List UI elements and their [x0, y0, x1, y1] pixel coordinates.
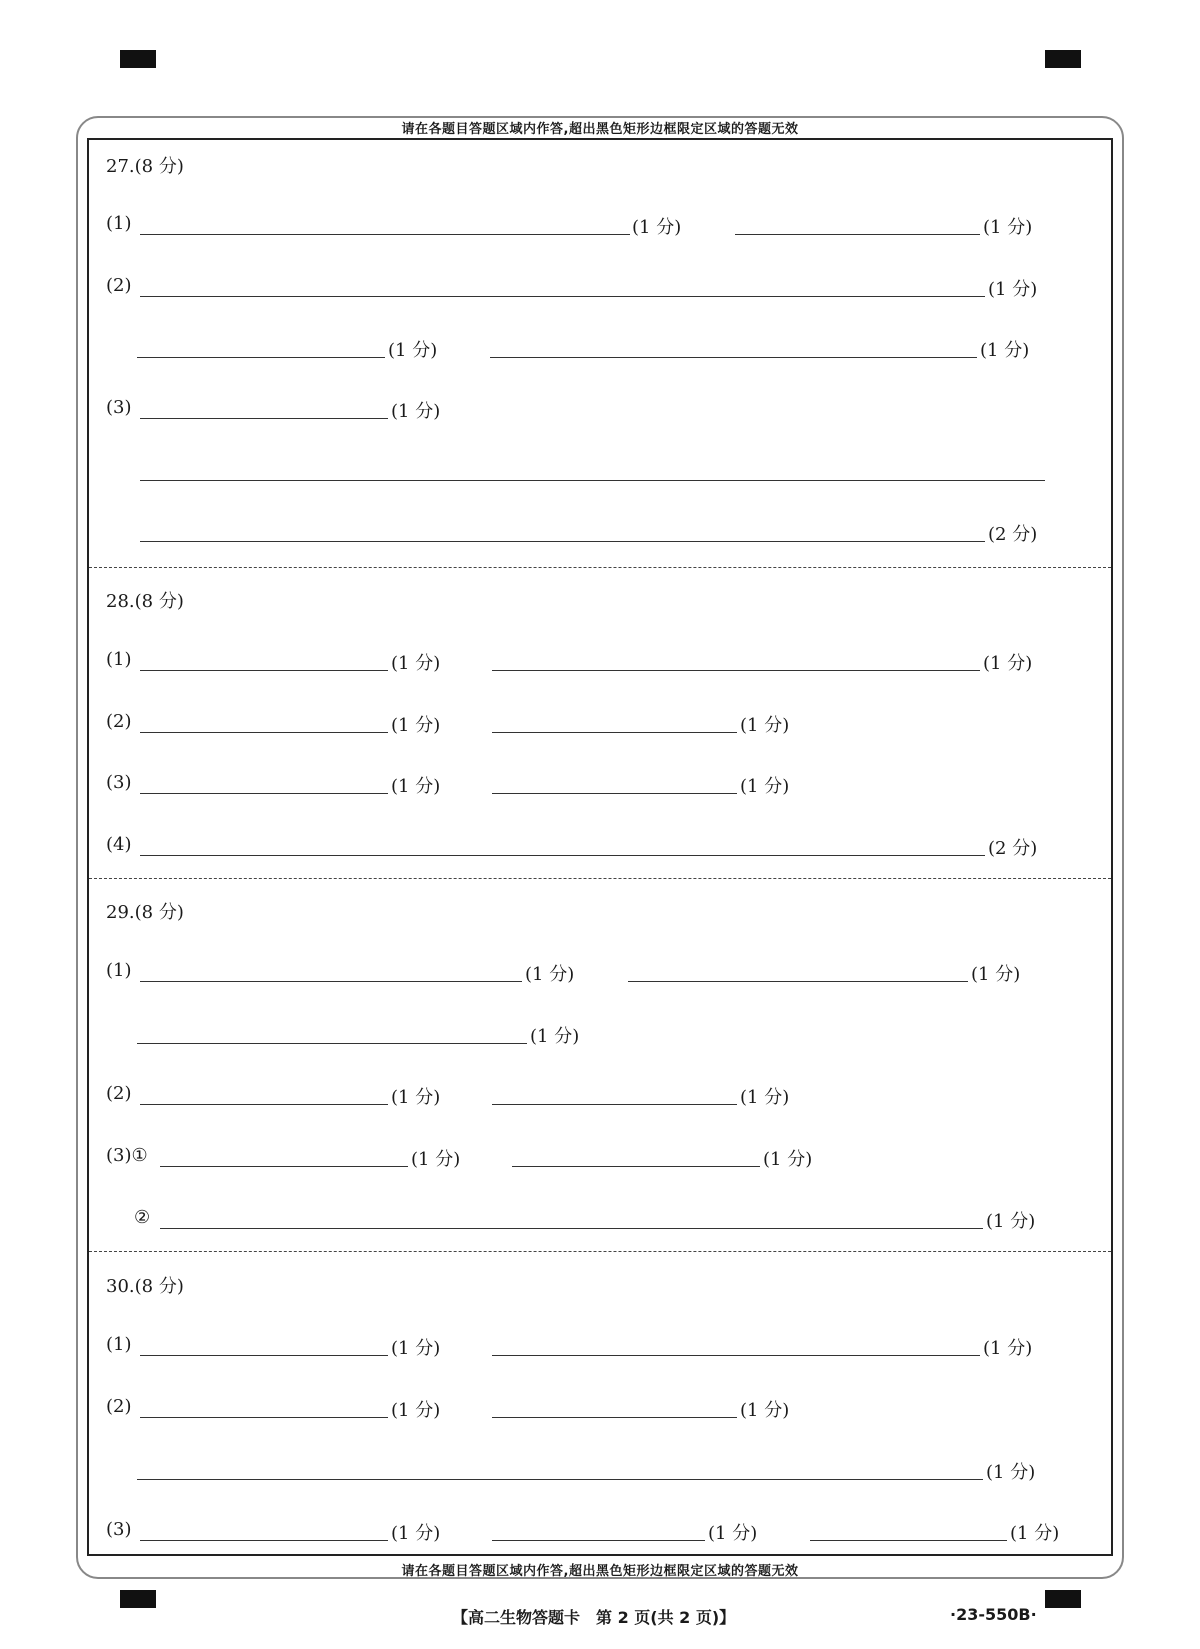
registration-mark-bottom-right — [1045, 1590, 1081, 1608]
score-label: (1 分) — [388, 340, 438, 361]
answer-line[interactable] — [492, 732, 737, 733]
divider — [89, 878, 1111, 879]
answer-line[interactable] — [140, 670, 388, 671]
part-label: (2) — [106, 1396, 132, 1417]
question-28-title: 28.(8 分) — [106, 591, 184, 612]
answer-line[interactable] — [140, 1417, 388, 1418]
answer-line[interactable] — [628, 981, 968, 982]
score-label: (1 分) — [391, 1523, 441, 1544]
answer-line[interactable] — [140, 480, 1045, 481]
score-label: (1 分) — [391, 653, 441, 674]
answer-line[interactable] — [140, 1355, 388, 1356]
answer-line[interactable] — [140, 981, 522, 982]
score-label: (1 分) — [980, 340, 1030, 361]
answer-line[interactable] — [512, 1166, 760, 1167]
registration-mark-top-left — [120, 50, 156, 68]
score-label: (1 分) — [708, 1523, 758, 1544]
score-label: (1 分) — [983, 1338, 1033, 1359]
part-label: (3) — [106, 397, 132, 418]
score-label: (1 分) — [740, 1087, 790, 1108]
answer-line[interactable] — [492, 1104, 737, 1105]
answer-line[interactable] — [140, 296, 985, 297]
divider — [89, 1251, 1111, 1252]
part-label: (4) — [106, 834, 132, 855]
answer-line[interactable] — [137, 1043, 527, 1044]
score-label: (1 分) — [740, 715, 790, 736]
score-label: (1 分) — [983, 217, 1033, 238]
answer-line[interactable] — [137, 357, 385, 358]
answer-line[interactable] — [140, 732, 388, 733]
answer-line[interactable] — [492, 670, 980, 671]
part-label: (3) — [106, 1519, 132, 1540]
answer-line[interactable] — [492, 1417, 737, 1418]
score-label: (1 分) — [632, 217, 682, 238]
score-label: (1 分) — [411, 1149, 461, 1170]
score-label: (1 分) — [530, 1026, 580, 1047]
part-label: (1) — [106, 213, 132, 234]
score-label: (1 分) — [391, 1400, 441, 1421]
score-label: (2 分) — [988, 524, 1038, 545]
answer-line[interactable] — [140, 793, 388, 794]
registration-mark-bottom-left — [120, 1590, 156, 1608]
score-label: (2 分) — [988, 838, 1038, 859]
score-label: (1 分) — [986, 1211, 1036, 1232]
score-label: (1 分) — [986, 1462, 1036, 1483]
divider — [89, 567, 1111, 568]
answer-line[interactable] — [160, 1166, 408, 1167]
part-label: (2) — [106, 711, 132, 732]
score-label: (1 分) — [1010, 1523, 1060, 1544]
part-label: ② — [134, 1207, 151, 1228]
footer-title: 【高二生物答题卡 第 2 页(共 2 页)】 — [452, 1608, 736, 1627]
score-label: (1 分) — [391, 776, 441, 797]
answer-line[interactable] — [140, 1104, 388, 1105]
score-label: (1 分) — [988, 279, 1038, 300]
score-label: (1 分) — [391, 1087, 441, 1108]
top-notice: 请在各题目答题区域内作答,超出黑色矩形边框限定区域的答题无效 — [401, 122, 799, 137]
footer-code: ·23-550B· — [950, 1605, 1037, 1624]
score-label: (1 分) — [391, 1338, 441, 1359]
answer-line[interactable] — [140, 541, 985, 542]
answer-line[interactable] — [810, 1540, 1007, 1541]
score-label: (1 分) — [525, 964, 575, 985]
score-label: (1 分) — [983, 653, 1033, 674]
answer-line[interactable] — [137, 1479, 983, 1480]
registration-mark-top-right — [1045, 50, 1081, 68]
part-label: (3)① — [106, 1145, 148, 1166]
bottom-notice: 请在各题目答题区域内作答,超出黑色矩形边框限定区域的答题无效 — [401, 1564, 799, 1579]
question-27-title: 27.(8 分) — [106, 156, 184, 177]
answer-line[interactable] — [140, 1540, 388, 1541]
score-label: (1 分) — [391, 401, 441, 422]
part-label: (3) — [106, 772, 132, 793]
score-label: (1 分) — [740, 776, 790, 797]
part-label: (1) — [106, 960, 132, 981]
question-30-title: 30.(8 分) — [106, 1276, 184, 1297]
answer-line[interactable] — [140, 234, 630, 235]
answer-line[interactable] — [490, 357, 977, 358]
score-label: (1 分) — [740, 1400, 790, 1421]
answer-line[interactable] — [140, 418, 388, 419]
answer-area — [87, 138, 1113, 1556]
answer-line[interactable] — [492, 1355, 980, 1356]
part-label: (2) — [106, 275, 132, 296]
part-label: (2) — [106, 1083, 132, 1104]
answer-line[interactable] — [140, 855, 985, 856]
answer-line[interactable] — [160, 1228, 983, 1229]
score-label: (1 分) — [971, 964, 1021, 985]
answer-line[interactable] — [735, 234, 980, 235]
answer-line[interactable] — [492, 1540, 705, 1541]
answer-line[interactable] — [492, 793, 737, 794]
question-29-title: 29.(8 分) — [106, 902, 184, 923]
score-label: (1 分) — [391, 715, 441, 736]
score-label: (1 分) — [763, 1149, 813, 1170]
part-label: (1) — [106, 1334, 132, 1355]
part-label: (1) — [106, 649, 132, 670]
